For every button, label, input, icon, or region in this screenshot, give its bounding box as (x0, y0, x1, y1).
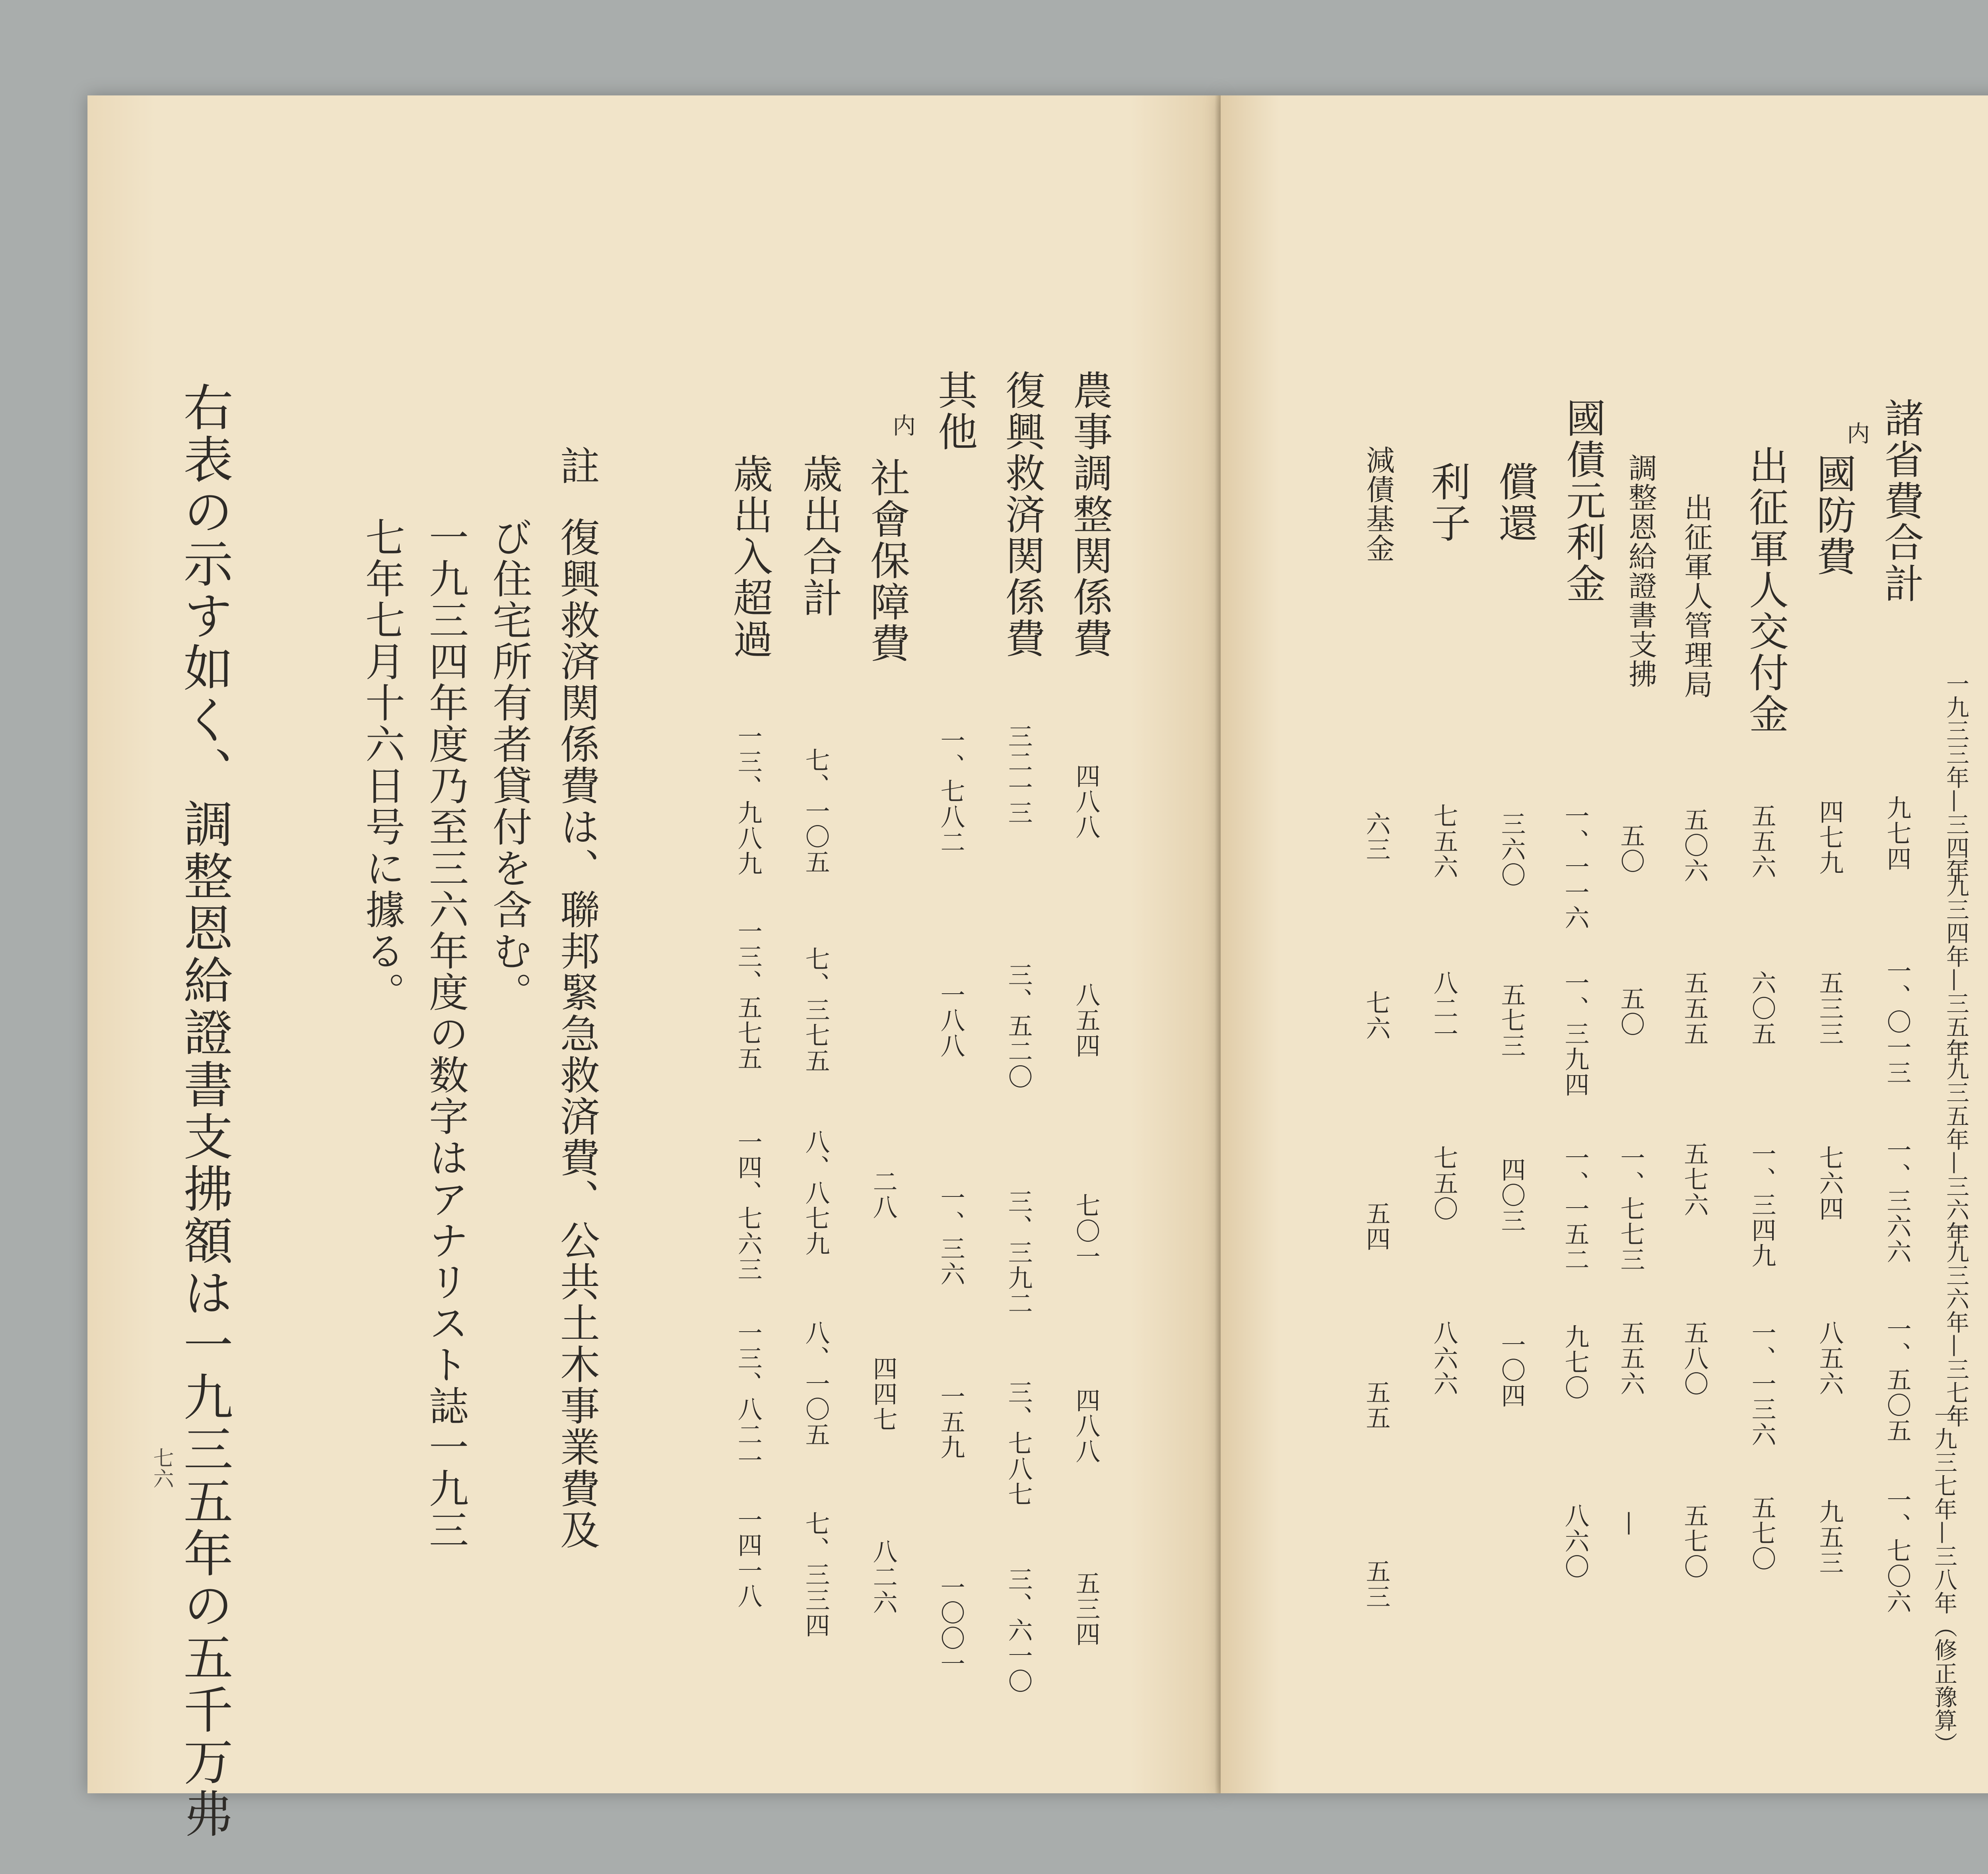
table-cell: 三、六一〇 (1004, 1567, 1033, 1694)
table-cell: 一四一八 (734, 1507, 763, 1609)
note-label: 註 (553, 445, 600, 487)
table-cell: 八五六 (1815, 1320, 1844, 1396)
table-cell: 二八 (869, 1169, 898, 1220)
row-label: 減債基金 (1361, 445, 1395, 563)
page-number: 七六 (149, 1447, 173, 1489)
table-cell: 一八八 (936, 982, 965, 1058)
row-label: 償還 (1492, 461, 1538, 544)
table-cell: 五三三 (1815, 970, 1844, 1047)
table-cell: 八二一 (1429, 970, 1458, 1047)
note-line: び住宅所有者貸付を含む。 (486, 517, 532, 1013)
table-cell: 七〇一 (1072, 1193, 1101, 1269)
table-cell: 六三 (1362, 811, 1391, 862)
body-text-line: 右表の示す如く、調整恩給證書支拂額は一九三五年の五千万弗 (175, 382, 233, 1840)
table-cell: 一、七八二 (936, 728, 965, 855)
row-label: 出征軍人管理局 (1679, 493, 1713, 699)
book-spread (87, 95, 1988, 1840)
table-cell: 五〇六 (1680, 807, 1709, 884)
table-cell: 四七九 (1815, 799, 1844, 876)
table-cell: 七六 (1362, 990, 1391, 1041)
column-header: 一九三三年—三四年 (1942, 672, 1969, 883)
table-cell: 五三 (1362, 1559, 1391, 1610)
left-page (87, 95, 1221, 1840)
inner-mark: 内 (889, 414, 916, 437)
table-cell: 一五九 (936, 1384, 965, 1460)
table-cell: 三六〇 (1497, 811, 1526, 887)
row-label: 歳出入超過 (726, 453, 773, 660)
table-cell: 九五三 (1815, 1499, 1844, 1575)
table-cell: 九七四 (1883, 795, 1912, 872)
table-cell: 四八八 (1072, 1388, 1101, 1464)
table-cell: 九七〇 (1561, 1324, 1590, 1400)
table-cell: 八、一〇五 (801, 1320, 830, 1447)
table-cell: 五三四 (1072, 1571, 1101, 1647)
table-cell: 五五六 (1616, 1320, 1645, 1396)
row-label: 諸省費合計 (1877, 398, 1924, 604)
table-cell: 七五〇 (1429, 1145, 1458, 1221)
row-label: 農事調整関係費 (1066, 370, 1113, 659)
table-cell: 一、七〇六 (1883, 1487, 1912, 1614)
table-cell: 一四、七六三 (734, 1129, 763, 1282)
table-cell: 八五四 (1072, 982, 1101, 1058)
note-line: 一九三四年度乃至三六年度の数字はアナリスト誌一九三 (422, 517, 469, 1551)
table-cell: 一、三六 (936, 1185, 965, 1287)
table-cell: 七、三七五 (801, 946, 830, 1074)
table-cell: 三、三九二 (1004, 1189, 1033, 1316)
row-label: 出征軍人交付金 (1742, 445, 1789, 735)
table-cell: 一、一五二 (1561, 1145, 1590, 1272)
table-cell: 七、三三四 (801, 1511, 830, 1638)
table-cell: 五七六 (1680, 1141, 1709, 1218)
table-cell: 四四七 (869, 1356, 898, 1432)
table-cell: 八六六 (1429, 1320, 1458, 1396)
table-cell: 五五五 (1680, 970, 1709, 1047)
table-cell: 五七三 (1497, 982, 1526, 1058)
table-cell: 一〇四 (1497, 1332, 1526, 1408)
table-cell: — (1616, 1511, 1645, 1536)
table-cell: 五〇 (1616, 986, 1645, 1037)
row-label: 其他 (931, 370, 978, 452)
row-label: 調整恩給證書支拂 (1624, 453, 1657, 689)
table-cell: 一、一三六 (1747, 1320, 1776, 1447)
column-header: 一九三五年—三六年 (1942, 1034, 1969, 1245)
table-cell: 三二一三 (1004, 724, 1033, 825)
table-cell: 一、五〇五 (1883, 1316, 1912, 1443)
note-line: 七年七月十六日号に據る。 (359, 517, 405, 1013)
table-cell: 五〇 (1616, 823, 1645, 874)
row-label: 復興救済関係費 (999, 370, 1045, 659)
table-cell: 三、七八七 (1004, 1380, 1033, 1507)
table-cell: 八、八七九 (801, 1129, 830, 1256)
table-cell: 五七〇 (1680, 1503, 1709, 1579)
table-cell: 一、三九四 (1561, 970, 1590, 1097)
table-cell: 七、一〇五 (801, 748, 830, 875)
table-cell: 一、〇一三 (1883, 958, 1912, 1086)
column-header: 一九三四年—三五年 (1942, 851, 1969, 1062)
table-cell: 七五六 (1429, 803, 1458, 880)
table-cell: 四八八 (1072, 763, 1101, 840)
row-label: 歳出合計 (796, 453, 843, 619)
table-cell: 一、三六六 (1883, 1137, 1912, 1264)
column-header: 一九三七年—三八年（修正豫算） (1930, 1404, 1957, 1756)
row-label: 利子 (1424, 461, 1471, 544)
table-cell: 一三、五七五 (734, 919, 763, 1071)
table-cell: 六〇五 (1747, 970, 1776, 1047)
table-cell: 七六四 (1815, 1145, 1844, 1221)
note-line: 復興救済関係費は、聯邦緊急救済費、公共土木事業費及 (553, 517, 600, 1551)
table-cell: 一、三四九 (1747, 1141, 1776, 1268)
table-cell: 八二六 (869, 1539, 898, 1615)
table-cell: 四〇三 (1497, 1157, 1526, 1233)
inner-mark: 内 (1843, 421, 1870, 445)
table-cell: 五五六 (1747, 803, 1776, 880)
table-cell: 五八〇 (1680, 1320, 1709, 1396)
row-label: 國防費 (1810, 453, 1856, 577)
row-label: 國債元利金 (1559, 398, 1606, 604)
table-cell: 一、七七三 (1616, 1145, 1645, 1272)
table-cell: 五五 (1362, 1380, 1391, 1431)
table-cell: 五四 (1362, 1201, 1391, 1252)
table-cell: 一三、九八九 (734, 724, 763, 876)
table-cell: 一三、八二一 (734, 1320, 763, 1473)
table-cell: 一〇〇一 (936, 1575, 965, 1676)
table-cell: 五七〇 (1747, 1495, 1776, 1571)
column-header: 一九三六年—三七年 (1942, 1217, 1969, 1428)
table-cell: 一、一一六 (1561, 803, 1590, 930)
table-cell: 八六〇 (1561, 1503, 1590, 1579)
table-cell: 三、五二〇 (1004, 962, 1033, 1089)
row-label: 社會保障費 (864, 457, 910, 664)
right-page (1221, 95, 1988, 1793)
